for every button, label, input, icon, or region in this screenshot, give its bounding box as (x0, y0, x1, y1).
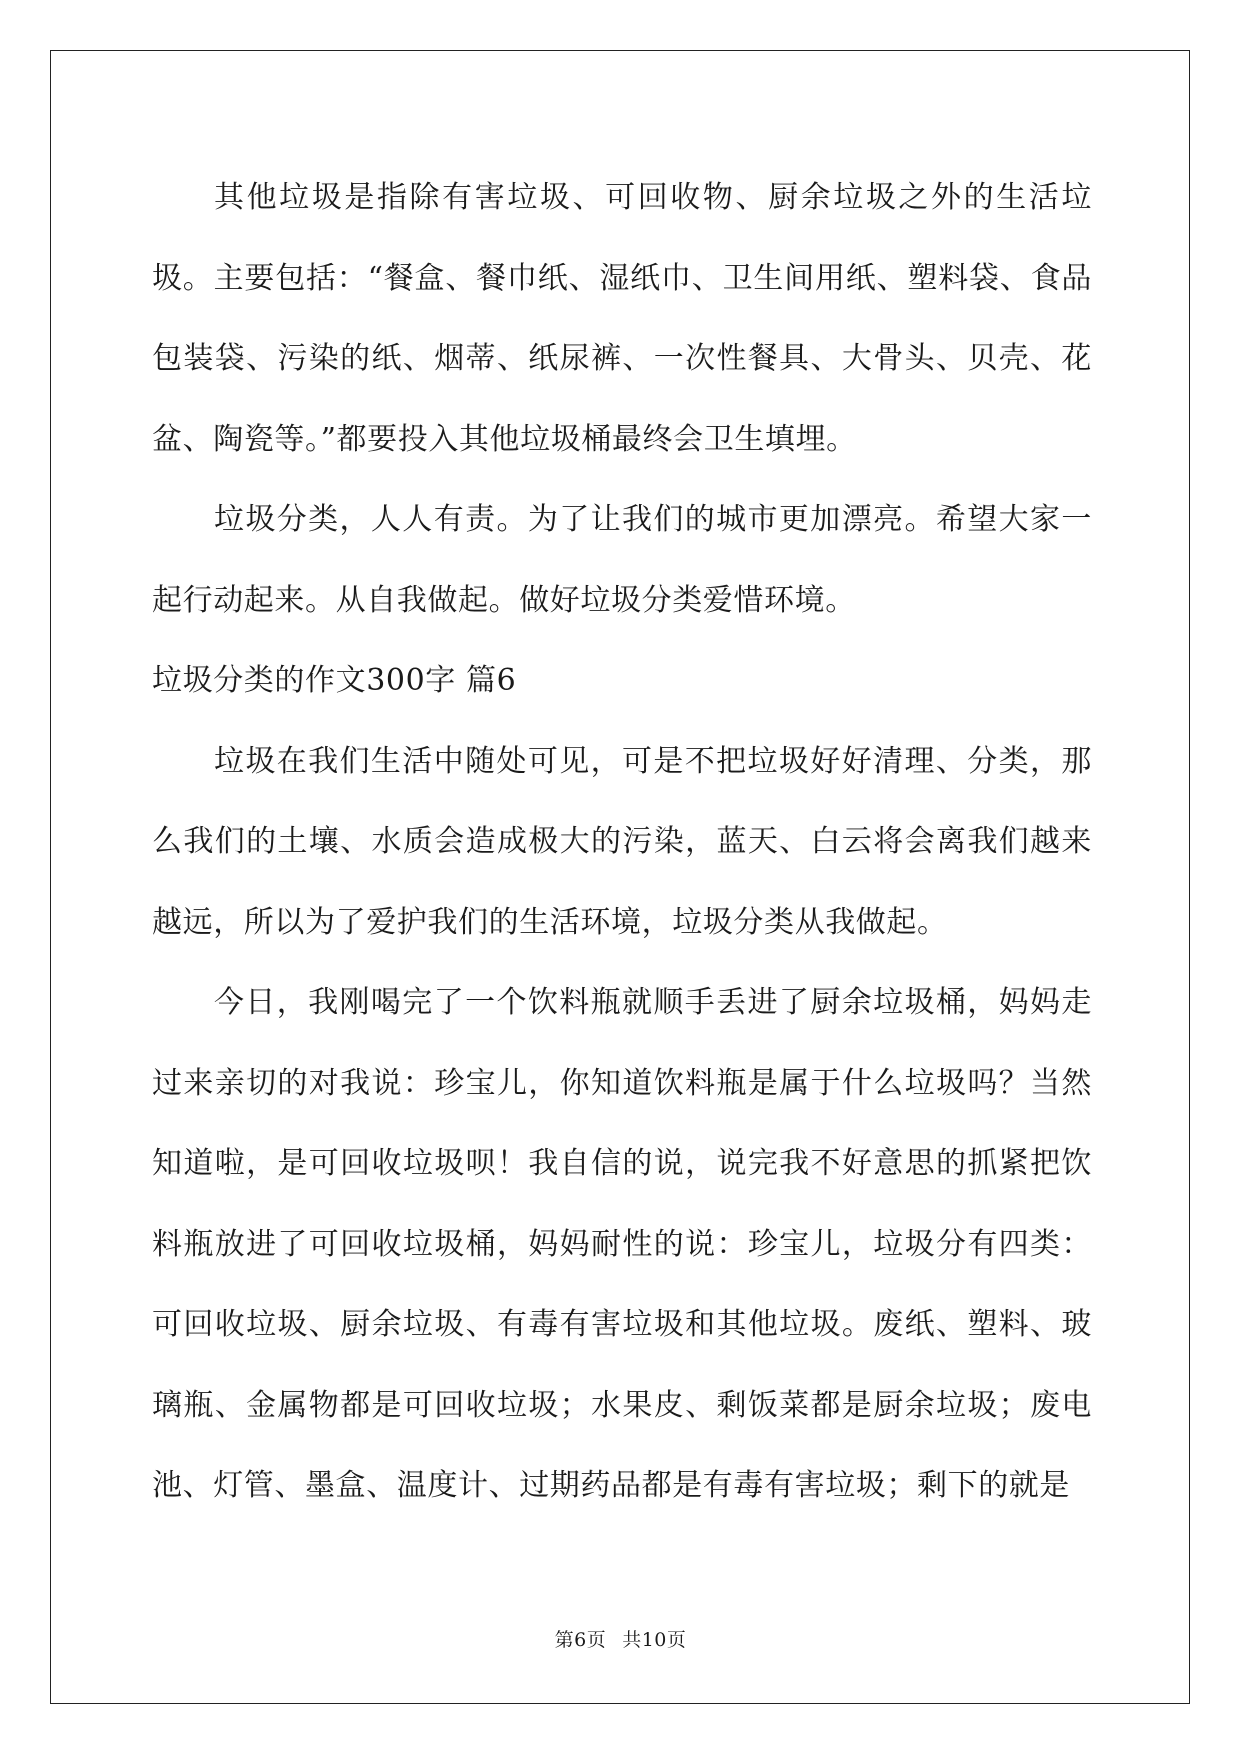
paragraph-story: 今日，我刚喝完了一个饮料瓶就顺手丢进了厨余垃圾桶，妈妈走过来亲切的对我说：珍宝儿，你知道饮料瓶是属于什么垃圾吗？当然知道啦，是可回收垃圾呗！我自信的说，说完我不好意思的抓紧把饮料瓶放进了可回收垃圾桶，妈妈耐性的说：珍宝儿，垃圾分有四类：可回收垃圾、厨余垃圾、有毒有害垃圾和其他垃圾。废纸、塑料、玻璃瓶、金属物都是可回收垃圾；水果皮、剩饭菜都是厨余垃圾；废电池、灯管、墨盒、温度计、过期药品都是有毒有害垃圾；剩下的就是 (152, 985, 1092, 1503)
page-number: 第6页 (554, 1629, 607, 1651)
section-heading: 垃圾分类的作文300字 篇6 (152, 663, 517, 698)
page-total: 共10页 (622, 1629, 687, 1651)
paragraph-other-waste: 其他垃圾是指除有害垃圾、可回收物、厨余垃圾之外的生活垃圾。主要包括：“餐盒、餐巾纸、湿纸巾、卫生间用纸、塑料袋、食品包装袋、污染的纸、烟蒂、纸尿裤、一次性餐具、大骨头、贝壳、花盆、陶瓷等。”都要投入其他垃圾桶最终会卫生填埋。 (152, 180, 1092, 457)
paragraph-call-to-action: 垃圾分类，人人有责。为了让我们的城市更加漂亮。希望大家一起行动起来。从自我做起。做好垃圾分类爱惜环境。 (152, 502, 1092, 618)
page-footer (0, 1625, 1241, 1652)
document-body (152, 158, 1092, 1527)
paragraph-intro: 垃圾在我们生活中随处可见，可是不把垃圾好好清理、分类，那么我们的土壤、水质会造成极大的污染，蓝天、白云将会离我们越来越远，所以为了爱护我们的生活环境，垃圾分类从我做起。 (152, 743, 1092, 940)
